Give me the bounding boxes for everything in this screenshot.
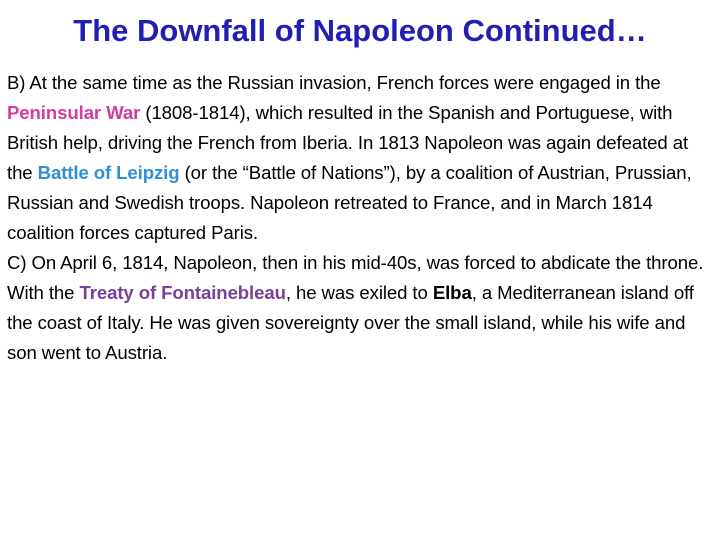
paragraph-b-text-3: (or the “Battle of Nations”), by a coalition of Austrian, Prussian, Russian and Swedish troops. Napoleon retreated to France, and in March 1814 coalition forces captured Paris. xyxy=(7,162,692,243)
paragraph-b xyxy=(7,68,715,248)
paragraph-b-text-2: (1808-1814), which resulted in the Spanish and Portuguese, with British help, driving the French from Iberia. In 1813 Napoleon was again defeated at the xyxy=(7,102,689,183)
treaty-of-fontainebleau-highlight: Treaty of Fontainebleau xyxy=(79,282,286,303)
slide-title: The Downfall of Napoleon Continued… xyxy=(73,13,647,48)
paragraph-c-text-3: , a Mediterranean island off the coast of Italy. He was given sovereignty over the small island, while his wife and son went to Austria. xyxy=(7,282,694,363)
peninsular-war-highlight: Peninsular War xyxy=(7,102,141,123)
paragraph-c xyxy=(7,248,715,368)
battle-of-leipzig-highlight: Battle of Leipzig xyxy=(37,162,180,183)
paragraph-b-text-1: B) At the same time as the Russian invasion, French forces were engaged in the xyxy=(7,72,661,93)
paragraph-c-text-1: C) On April 6, 1814, Napoleon, then in his mid-40s, was forced to abdicate the throne. With the xyxy=(7,252,704,303)
paragraph-c-text-2: , he was exiled to xyxy=(285,282,433,303)
elba-highlight: Elba xyxy=(432,282,472,303)
slide-body xyxy=(7,68,715,368)
